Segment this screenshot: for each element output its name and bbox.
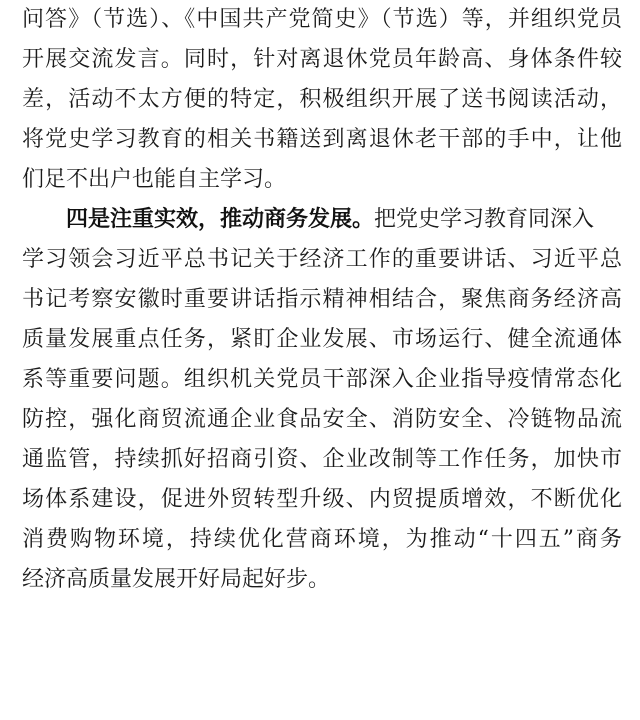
paragraph-2-line-3: 书记考察安徽时重要讲话指示精神相结合，聚焦商务经济高 bbox=[22, 287, 622, 312]
paragraph-2-line-8: 场体系建设，促进外贸转型升级、内贸提质增效，不断优化 bbox=[22, 487, 622, 512]
paragraph-2-line-1-rest: 把党史学习教育同深入 bbox=[374, 207, 595, 232]
paragraph-2-line-6: 防控，强化商贸流通企业食品安全、消防安全、冷链物品流 bbox=[22, 407, 622, 432]
paragraph-2-line-9: 消费购物环境，持续优化营商环境，为推动“十四五”商务 bbox=[22, 527, 622, 552]
paragraph-2-line-5: 系等重要问题。组织机关党员干部深入企业指导疫情常态化 bbox=[22, 367, 622, 392]
paragraph-2-line-7: 通监管，持续抓好招商引资、企业改制等工作任务，加快市 bbox=[22, 447, 622, 472]
paragraph-2-line-4: 质量发展重点任务，紧盯企业发展、市场运行、健全流通体 bbox=[22, 327, 622, 352]
paragraph-1-line-2: 开展交流发言。同时，针对离退休党员年龄高、身体条件较 bbox=[22, 47, 622, 72]
paragraph-1-line-3: 差，活动不太方便的特定，积极组织开展了送书阅读活动， bbox=[22, 87, 622, 112]
paragraph-1-line-4: 将党史学习教育的相关书籍送到离退休老干部的手中，让他 bbox=[22, 127, 622, 152]
paragraph-1-line-1: 问答》（节选）、《中国共产党简史》（节选）等，并组织党员 bbox=[22, 7, 622, 32]
paragraph-2-line-10: 经济高质量发展开好局起好步。 bbox=[22, 567, 331, 592]
paragraph-1-line-5: 们足不出户也能自主学习。 bbox=[22, 167, 287, 192]
paragraph-2-line-2: 学习领会习近平总书记关于经济工作的重要讲话、习近平总 bbox=[22, 247, 622, 272]
paragraph-2-lead-heading: 四是注重实效，推动商务发展。 bbox=[66, 207, 375, 232]
paragraph-2-line-1 bbox=[22, 200, 622, 240]
